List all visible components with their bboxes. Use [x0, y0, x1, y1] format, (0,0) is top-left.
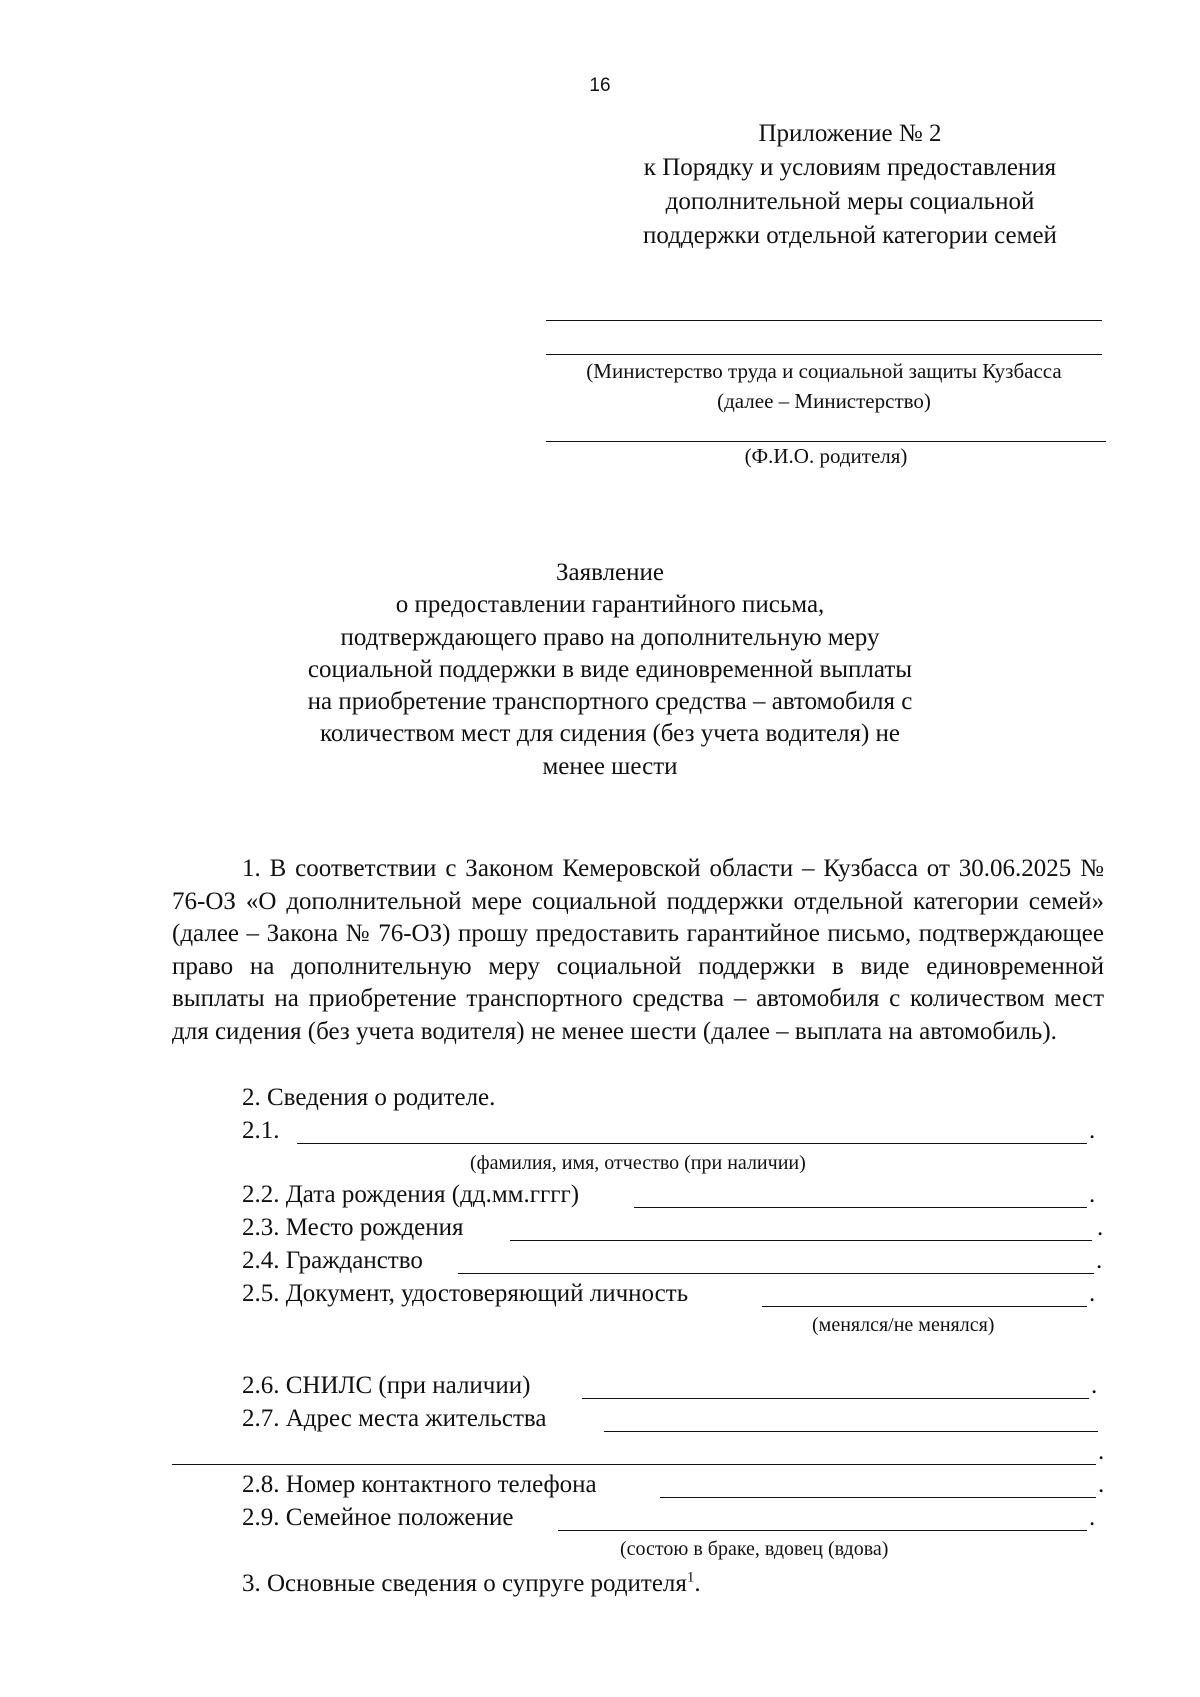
footnote-mark: 1: [686, 1569, 695, 1586]
field-2-5-label: 2.5. Документ, удостоверяющий личность: [242, 1280, 689, 1307]
title-line-2: о предоставлении гарантийного письма,: [395, 591, 825, 619]
section-2-heading: 2. Сведения о родителе.: [242, 1084, 496, 1111]
page-number: 16: [589, 75, 611, 96]
field-2-2-period: .: [1089, 1181, 1096, 1208]
ministry-caption: [546, 356, 1102, 416]
field-2-2-label: 2.2. Дата рождения (дд.мм.гггг): [242, 1181, 580, 1208]
paragraph-1-text: 1. В соответствии с Законом Кемеровской области – Кузбасса от 30.06.2025 № 76-ОЗ «О дополнительной мере социальной поддержки отдельной категории семей» (далее – Закона № 76-ОЗ) прошу предоставить гарантийное письмо, подтверждающее право на дополнительную меру социальной поддержки в виде единовременной выплаты на приобретение транспортного средства – автомобиля с количеством мест для сидения (без учета водителя) не менее шести (далее – выплата на автомобиль).: [172, 855, 1104, 1045]
field-2-6-period: .: [1091, 1372, 1098, 1399]
address-input-line-2[interactable]: [172, 1464, 1096, 1465]
field-2-1-period: .: [1089, 1117, 1096, 1144]
field-2-8-period: .: [1098, 1471, 1105, 1498]
appendix-line-3: дополнительной меры социальной: [665, 188, 1035, 215]
appendix-line-4: поддержки отдельной категории семей: [643, 222, 1057, 249]
field-2-5-period: .: [1089, 1280, 1096, 1307]
appendix-line-2: к Порядку и условиям предоставления: [643, 154, 1057, 181]
field-2-7-label: 2.7. Адрес места жительства: [242, 1405, 547, 1432]
field-2-4-label: 2.4. Гражданство: [242, 1247, 423, 1274]
field-2-5-hint: (менялся/не менялся): [812, 1314, 995, 1336]
title-line-7: менее шести: [542, 752, 678, 780]
appendix-line-1: Приложение № 2: [758, 120, 942, 147]
section-3-heading: [242, 1569, 701, 1599]
ministry-caption-line-1: (Министерство труда и социальной защиты Кузбасса: [586, 359, 1062, 383]
birth-place-input[interactable]: [510, 1240, 1092, 1241]
title-line-1: Заявление: [555, 559, 665, 586]
field-2-9-period: .: [1089, 1504, 1096, 1531]
parent-name-caption: (Ф.И.О. родителя): [744, 444, 908, 468]
ministry-caption-line-2: (далее – Министерство): [717, 389, 931, 413]
field-2-1-label: 2.1.: [242, 1117, 280, 1144]
birth-date-input[interactable]: [634, 1207, 1087, 1208]
snils-input[interactable]: [582, 1398, 1089, 1399]
appendix-header: [600, 117, 1100, 253]
field-2-3-period: .: [1097, 1214, 1104, 1241]
address-input-line-1[interactable]: [604, 1431, 1098, 1432]
citizenship-input[interactable]: [458, 1273, 1094, 1274]
phone-input[interactable]: [660, 1497, 1096, 1498]
field-2-7-period: .: [1098, 1438, 1105, 1465]
title-line-4: социальной поддержки в виде единовременной выплаты: [307, 655, 913, 683]
field-2-4-period: .: [1096, 1247, 1103, 1274]
field-2-9-label: 2.9. Семейное положение: [242, 1504, 514, 1531]
section-3-heading-end: .: [694, 1570, 701, 1597]
field-2-9-hint: (состою в браке, вдовец (вдова): [620, 1538, 889, 1560]
field-2-3-label: 2.3. Место рождения: [242, 1214, 464, 1241]
field-2-1-input[interactable]: [297, 1143, 1087, 1144]
title-line-6: количеством мест для сидения (без учета водителя) не: [319, 720, 901, 748]
identity-document-input[interactable]: [762, 1306, 1087, 1307]
title-line-5: на приобретение транспортного средства – автомобиля с: [307, 688, 913, 716]
field-2-6-label: 2.6. СНИЛС (при наличии): [242, 1372, 531, 1399]
document-title: [250, 557, 970, 783]
field-2-8-label: 2.8. Номер контактного телефона: [242, 1471, 597, 1498]
addressee-line-2[interactable]: [546, 354, 1102, 355]
paragraph-1: [172, 853, 1104, 1048]
marital-status-input[interactable]: [558, 1530, 1087, 1531]
title-line-3: подтверждающего право на дополнительную меру: [340, 623, 880, 651]
section-3-heading-text: 3. Основные сведения о супруге родителя: [242, 1570, 687, 1597]
field-2-1-hint: (фамилия, имя, отчество (при наличии): [470, 1152, 806, 1174]
addressee-line-1[interactable]: [546, 320, 1102, 321]
